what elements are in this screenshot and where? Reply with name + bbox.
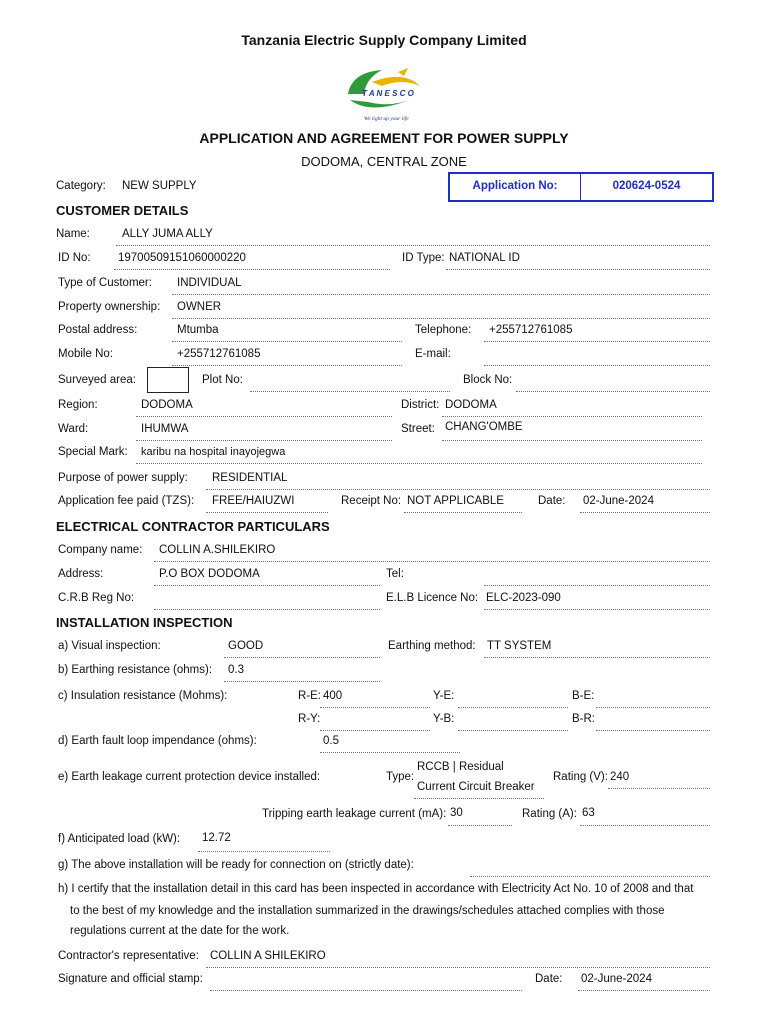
form-title: APPLICATION AND AGREEMENT FOR POWER SUPPLY [199, 130, 569, 146]
be-label: B-E: [572, 690, 595, 702]
earthing-method-label: Earthing method: [388, 640, 476, 652]
application-number: 020624-0524 [612, 180, 681, 192]
block-label: Block No: [463, 374, 513, 386]
id-label: ID No: [58, 252, 91, 264]
re-value: 400 [323, 690, 343, 702]
crb-label: C.R.B Reg No: [58, 592, 135, 604]
mobile-value: +255712761085 [177, 348, 261, 360]
earthing-resistance-label: b) Earthing resistance (ohms): [58, 664, 213, 676]
postal-label: Postal address: [58, 324, 138, 336]
certification-line-2: to the best of my knowledge and the installation summarized in the drawings/schedules attached complies with those [70, 905, 665, 917]
earth-fault-loop-value: 0.5 [323, 735, 339, 747]
rating-a-label: Rating (A): [522, 808, 577, 820]
receipt-label: Receipt No: [341, 495, 402, 507]
elb-label: E.L.B Licence No: [386, 592, 479, 604]
company-name-label: Company name: [58, 544, 143, 556]
purpose-label: Purpose of power supply: [58, 472, 188, 484]
fee-date-value: 02-June-2024 [583, 495, 654, 507]
earthing-resistance-value: 0.3 [228, 664, 244, 676]
ward-value: IHUMWA [141, 423, 189, 435]
region-value: DODOMA [141, 399, 193, 411]
name-label: Name: [56, 228, 90, 240]
contractor-address-label: Address: [58, 568, 104, 580]
svg-text:T A N E S C O: T A N E S C O [362, 89, 414, 98]
id-value: 19700509151060000220 [118, 252, 246, 264]
signature-date-label: Date: [535, 973, 563, 985]
district-value: DODOMA [445, 399, 497, 411]
visual-inspection-label: a) Visual inspection: [58, 640, 161, 652]
tripping-current-label: Tripping earth leakage current (mA): [262, 808, 447, 820]
district-label: District: [401, 399, 440, 411]
device-type-line1: RCCB | Residual [417, 761, 504, 773]
device-type-line2: Current Circuit Breaker [417, 781, 535, 793]
signature-label: Signature and official stamp: [58, 973, 203, 985]
company-name: Tanzania Electric Supply Company Limited [241, 32, 527, 48]
plot-label: Plot No: [202, 374, 243, 386]
special-mark-label: Special Mark: [58, 446, 128, 458]
surveyed-label: Surveyed area: [58, 374, 136, 386]
customer-type-value: INDIVIDUAL [177, 277, 242, 289]
earth-fault-loop-label: d) Earth fault loop impendance (ohms): [58, 735, 257, 747]
purpose-value: RESIDENTIAL [212, 472, 288, 484]
customer-type-label: Type of Customer: [58, 277, 152, 289]
tanesco-logo [342, 64, 426, 124]
anticipated-load-value: 12.72 [202, 832, 231, 844]
street-label: Street: [401, 423, 435, 435]
tripping-current-value: 30 [450, 807, 463, 819]
id-type-value: NATIONAL ID [449, 252, 520, 264]
visual-inspection-value: GOOD [228, 640, 264, 652]
application-number-box [448, 172, 714, 202]
certification-line-3: regulations current at the date for the work. [70, 925, 290, 937]
br-label: B-R: [572, 713, 595, 725]
customer-details-heading: CUSTOMER DETAILS [56, 203, 189, 218]
zone-subtitle: DODOMA, CENTRAL ZONE [301, 154, 467, 169]
company-name-value: COLLIN A.SHILEKIRO [159, 544, 276, 556]
certification-line-1: h) I certify that the installation detail in this card has been inspected in accordance with Electricity Act No. 10 of 2008 and that [58, 883, 694, 895]
region-label: Region: [58, 399, 98, 411]
representative-label: Contractor's representative: [58, 950, 199, 962]
signature-date-value: 02-June-2024 [581, 973, 652, 985]
elb-value: ELC-2023-090 [486, 592, 561, 604]
telephone-label: Telephone: [415, 324, 472, 336]
street-value: CHANG'OMBE [445, 421, 523, 433]
fee-label: Application fee paid (TZS): [58, 495, 195, 507]
receipt-value: NOT APPLICABLE [407, 495, 504, 507]
earth-leakage-label: e) Earth leakage current protection device installed: [58, 771, 321, 783]
ready-date-label: g) The above installation will be ready for connection on (strictly date): [58, 859, 414, 871]
id-type-label: ID Type: [402, 252, 445, 264]
special-mark-value: karibu na hospital inayojegwa [141, 446, 286, 458]
contractor-tel-label: Tel: [386, 568, 404, 580]
ry-label: R-Y: [298, 713, 321, 725]
rating-a-value: 63 [582, 807, 595, 819]
ownership-value: OWNER [177, 301, 222, 313]
rating-v-value: 240 [610, 771, 630, 783]
postal-value: Mtumba [177, 324, 219, 336]
contractor-address-value: P.O BOX DODOMA [159, 568, 260, 580]
surveyed-area-checkbox[interactable] [147, 367, 189, 393]
ye-label: Y-E: [433, 690, 455, 702]
fee-value: FREE/HAIUZWI [212, 495, 295, 507]
anticipated-load-label: f) Anticipated load (kW): [58, 833, 181, 845]
rating-v-label: Rating (V): [553, 771, 608, 783]
mobile-label: Mobile No: [58, 348, 113, 360]
ward-label: Ward: [58, 423, 89, 435]
representative-value: COLLIN A SHILEKIRO [210, 950, 326, 962]
email-label: E-mail: [415, 348, 451, 360]
telephone-value: +255712761085 [489, 324, 573, 336]
insulation-resistance-label: c) Insulation resistance (Mohms): [58, 690, 228, 702]
device-type-label: Type: [386, 771, 415, 783]
re-label: R-E: [298, 690, 321, 702]
fee-date-label: Date: [538, 495, 566, 507]
earthing-method-value: TT SYSTEM [487, 640, 552, 652]
inspection-heading: INSTALLATION INSPECTION [56, 615, 233, 630]
ownership-label: Property ownership: [58, 301, 161, 313]
category-value: NEW SUPPLY [122, 180, 197, 192]
application-label: Application No: [472, 180, 558, 192]
category-label: Category: [56, 180, 106, 192]
yb-label: Y-B: [433, 713, 455, 725]
svg-text:We light up your life: We light up your life [364, 116, 409, 122]
name-value: ALLY JUMA ALLY [122, 228, 213, 240]
contractor-heading: ELECTRICAL CONTRACTOR PARTICULARS [56, 519, 330, 534]
